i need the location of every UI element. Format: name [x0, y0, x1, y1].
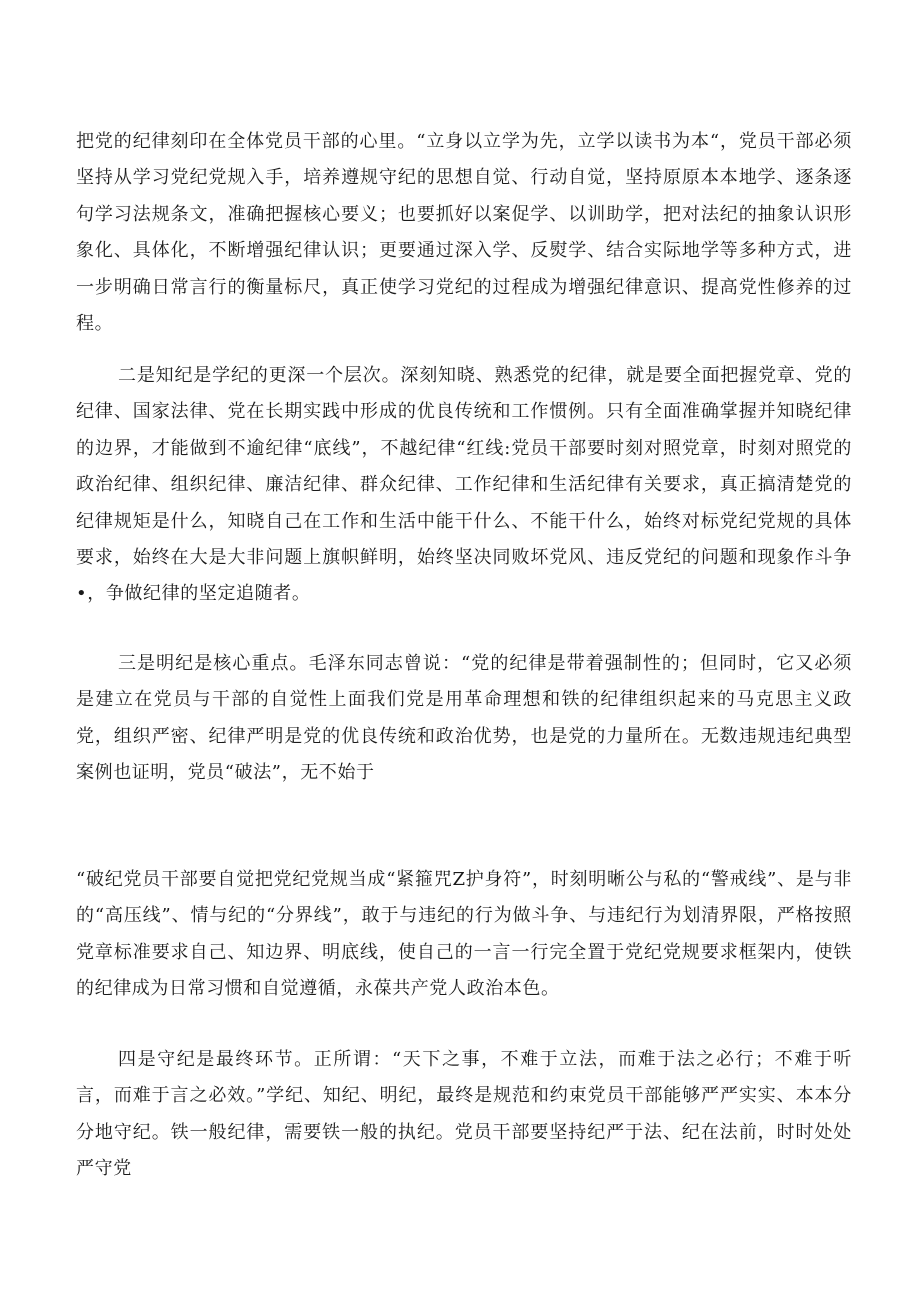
paragraph-break-discipline-continued: “破纪党员干部要自觉把党纪党规当成“紧箍咒Z护身符”，时刻明晰公与私的“警戒线”、是与非的“高压线”、情与纪的“分界线”，敢于与违纪的行为做斗争、与违纪行为划清界限，严格按照党章标准要求自己、知边界、明底线，使自己的一言一行完全置于党纪党规要求框架内，使铁的纪律成为日常习惯和自觉遵循，永葆共产党人政治本色。: [76, 869, 852, 1000]
paragraph-understand-discipline: 三是明纪是核心重点。毛泽东同志曾说：“党的纪律是带着强制性的；但同时，它又必须是建立在党员与干部的自觉性上面我们党是用革命理想和铁的纪律组织起来的马克思主义政党，组织严密、纪律严明是党的优良传统和政治优势，也是党的力量所在。无数违规违纪典型案例也证明，党员“破法”，无不始于: [76, 653, 852, 784]
paragraph-keep-discipline: 四是守纪是最终环节。正所谓：“天下之事，不难于立法，而难于法之必行；不难于听言，而难于言之必效。”学纪、知纪、明纪，最终是规范和约束党员干部能够严严实实、本本分分地守纪。铁一般纪律，需要铁一般的执纪。党员干部要坚持纪严于法、纪在法前，时时处处严守党: [76, 1049, 852, 1180]
paragraph-know-discipline: 二是知纪是学纪的更深一个层次。深刻知晓、熟悉党的纪律，就是要全面把握党章、党的纪律、国家法律、党在长期实践中形成的优良传统和工作惯例。只有全面准确掌握并知晓纪律的边界，才能做到不逾纪律“底线”，不越纪律“红线:党员干部要时刻对照党章，时刻对照党的政治纪律、组织纪律、廉洁纪律、群众纪律、工作纪律和生活纪律有关要求，真正搞清楚党的纪律规矩是什么，知晓自己在工作和生活中能干什么、不能干什么，始终对标党纪党规的具体要求，始终在大是大非问题上旗帜鲜明，始终坚决同败坏党风、违反党纪的问题和现象作斗争•，争做纪律的坚定追随者。: [76, 365, 852, 605]
paragraph-continued-study: 把党的纪律刻印在全体党员干部的心里。“立身以立学为先，立学以读书为本“，党员干部必须坚持从学习党纪党规入手，培养遵规守纪的思想自觉、行动自觉，坚持原原本本地学、逐条逐句学习法规条文，准确把握核心要义；也要抓好以案促学、以训助学，把对法纪的抽象认识形象化、具体化，不断增强纪律认识；更要通过深入学、反熨学、结合实际地学等多种方式，进一步明确日常言行的衡量标尺，真正使学习党纪的过程成为增强纪律意识、提高党性修养的过程。: [76, 131, 852, 335]
